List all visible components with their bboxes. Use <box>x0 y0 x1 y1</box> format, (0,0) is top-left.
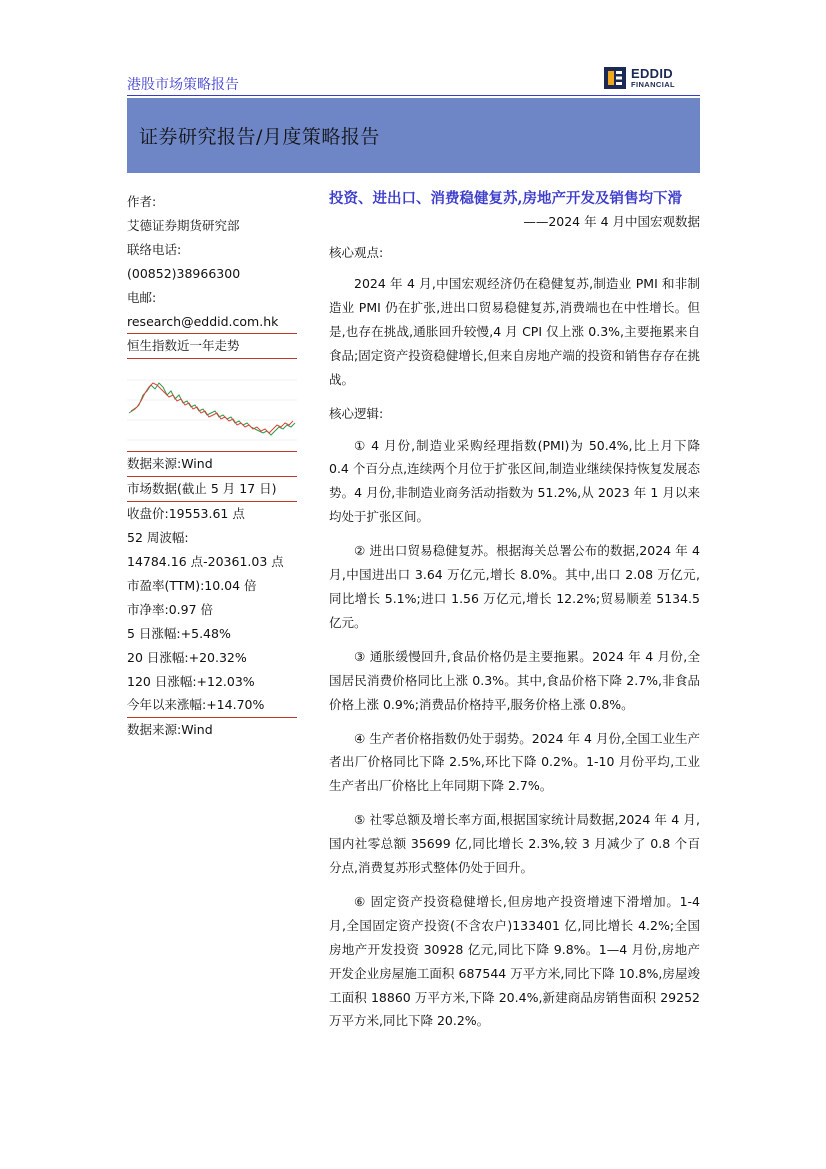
subheadline: ——2024 年 4 月中国宏观数据 <box>523 214 700 229</box>
market-data-title: 市场数据(截止 5 月 17 日) <box>127 481 277 497</box>
core-view-title: 核心观点: <box>329 245 384 260</box>
sidebar <box>127 190 297 742</box>
data-source: 数据来源:Wind <box>127 722 213 738</box>
main-content <box>329 188 700 1033</box>
pb-ratio: 市净率:0.97 倍 <box>127 601 214 617</box>
pe-ratio: 市盈率(TTM):10.04 倍 <box>127 577 257 593</box>
headline: 投资、进出口、消费稳健复苏,房地产开发及销售均下滑 <box>329 190 683 207</box>
change-5d: 5 日涨幅:+5.48% <box>127 625 231 641</box>
range-label: 52 周波幅: <box>127 530 189 546</box>
logo-mark-icon <box>604 67 626 89</box>
core-view-paragraph: 2024 年 4 月,中国宏观经济仍在稳健复苏,制造业 PMI 和非制造业 PMI 仍在扩张,进出口贸易稳健复苏,消费端也在中性增长。但是,也存在挑战,通胀回升较慢,4 月 CPI 仅上涨 0.3%,主要拖累来自食品;固定资产投资稳健增长,但来自房地产端的投资和销售存存在挑战。 <box>329 276 700 387</box>
eddid-logo <box>604 66 700 92</box>
change-120d: 120 日涨幅:+12.03% <box>127 673 255 689</box>
index-chart <box>127 365 297 447</box>
logo-subtext: FINANCIAL <box>631 80 676 89</box>
logo-text: EDDID <box>631 66 673 81</box>
author-name: 艾德证券期货研究部 <box>127 217 240 233</box>
phone-label: 联络电话: <box>127 241 182 257</box>
divider <box>127 358 297 359</box>
phone-number: (00852)38966300 <box>127 265 241 281</box>
logic-point-6: ⑥ 固定资产投资稳健增长,但房地产投资增速下滑增加。1-4 月,全国固定资产投资(不含农户)133401 亿,同比增长 4.2%;全国房地产开发投资 30928 亿元,同比下降 9.8%。1—4 月份,房地产开发企业房屋施工面积 687544 万平方米,同比下降 10.8%,房屋竣工面积 18860 万平方米,下降 20.4%,新建商品房销售面积 29252 万平方米,同比下降 20.2%。 <box>329 893 700 1029</box>
header-divider <box>127 95 700 96</box>
close-price: 收盘价:19553.61 点 <box>127 506 245 522</box>
change-ytd: 今年以来涨幅:+14.70% <box>127 697 265 713</box>
logic-point-5: ⑤ 社零总额及增长率方面,根据国家统计局数据,2024 年 4 月,国内社零总额 35699 亿,同比增长 2.3%,较 3 月减少了 0.8 个百分点,消费复苏形式整体仍处于回升。 <box>329 812 700 876</box>
logic-point-1: ① 4 月份,制造业采购经理指数(PMI)为 50.4%,比上月下降 0.4 个百分点,连续两个月位于扩张区间,制造业继续保持恢复发展态势。4 月份,非制造业商务活动指数为 51.2%,从 2023 年 1 月以来均处于扩张区间。 <box>329 437 700 525</box>
core-logic-title: 核心逻辑: <box>329 405 384 421</box>
logic-point-4: ④ 生产者价格指数仍处于弱势。2024 年 4 月份,全国工业生产者出厂价格同比下降 2.5%,环比下降 0.2%。1-10 月份平均,工业生产者出厂价格比上年同期下降 2.7%。 <box>329 730 700 794</box>
change-20d: 20 日涨幅:+20.32% <box>127 649 247 665</box>
title-banner <box>127 98 700 173</box>
email-label: 电邮: <box>127 289 157 305</box>
report-type-label: 港股市场策略报告 <box>127 77 239 93</box>
range-value: 14784.16 点-20361.03 点 <box>127 553 284 569</box>
logic-point-3: ③ 通胀缓慢回升,食品价格仍是主要拖累。2024 年 4 月份,全国居民消费价格同比上涨 0.3%。其中,食品价格下降 2.7%,非食品价格上涨 0.9%;消费品价格持平,服务价格上涨 0.8%。 <box>329 648 700 712</box>
chart-source: 数据来源:Wind <box>127 456 213 472</box>
index-chart-graphic <box>127 365 297 447</box>
logic-point-2: ② 进出口贸易稳健复苏。根据海关总署公布的数据,2024 年 4 月,中国进出口 3.64 万亿元,增长 8.0%。其中,出口 2.08 万亿元,同比增长 5.1%;进口 1.56 万亿元,增长 12.2%;贸易顺差 5134.5 亿元。 <box>329 543 700 630</box>
banner-title: 证券研究报告/月度策略报告 <box>139 126 380 148</box>
chart-title: 恒生指数近一年走势 <box>127 338 240 354</box>
email-address: research@eddid.com.hk <box>127 313 279 329</box>
author-label: 作者: <box>127 194 157 209</box>
